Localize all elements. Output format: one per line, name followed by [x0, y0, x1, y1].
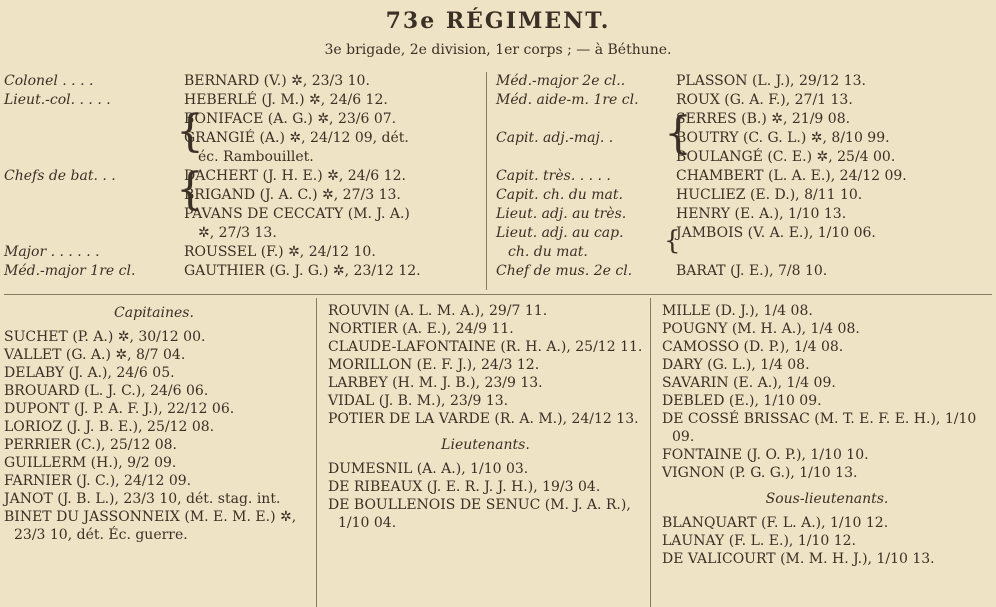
list-item: SAVARIN (E. A.), 1/4 09.: [662, 375, 836, 391]
list-item: LAUNAY (F. L. E.), 1/10 12.: [662, 533, 856, 549]
section-heading: Lieutenants.: [441, 437, 530, 453]
staff-value: JAMBOIS (V. A. E.), 1/10 06.: [676, 225, 876, 241]
staff-value: PAVANS DE CECCATY (M. J. A.): [184, 206, 410, 222]
staff-value: DACHERT (J. H. E.) ✲, 24/6 12.: [184, 168, 406, 184]
staff-role: Capit. très. . . . .: [496, 168, 611, 184]
staff-role: [4, 224, 184, 243]
list-item: POUGNY (M. H. A.), 1/4 08.: [662, 321, 860, 337]
staff-row: [496, 243, 996, 262]
staff-role: Colonel . . . .: [4, 73, 94, 89]
staff-row: [4, 224, 480, 243]
list-item: LARBEY (H. M. J. B.), 23/9 13.: [328, 375, 543, 391]
list-item: POTIER DE LA VARDE (R. A. M.), 24/12 13.: [328, 411, 639, 427]
list-item: DARY (G. L.), 1/4 08.: [662, 357, 810, 373]
staff-role: Major . . . . . .: [4, 244, 100, 260]
list-item: MILLE (D. J.), 1/4 08.: [662, 303, 813, 319]
staff-right: [496, 72, 996, 281]
staff-value: CHAMBERT (L. A. E.), 24/12 09.: [676, 168, 907, 184]
staff-row: [496, 205, 996, 224]
list-item: SUCHET (P. A.) ✲, 30/12 00.: [4, 329, 206, 345]
staff-row: [4, 110, 480, 129]
staff-left: [4, 72, 480, 281]
list-item: CLAUDE-LAFONTAINE (R. H. A.), 25/12 11.: [328, 339, 643, 355]
list-item: ROUVIN (A. L. M. A.), 29/7 11.: [328, 303, 548, 319]
section-heading: Capitaines.: [114, 305, 194, 321]
staff-row: [496, 91, 996, 110]
staff-row: [496, 186, 996, 205]
list-item: NORTIER (A. E.), 24/9 11.: [328, 321, 514, 337]
list-item: DE RIBEAUX (J. E. R. J. J. H.), 19/3 04.: [328, 479, 601, 495]
list-item: DEBLED (E.), 1/10 09.: [662, 393, 822, 409]
page-title: 73e RÉGIMENT.: [385, 8, 611, 34]
staff-row: [4, 186, 480, 205]
staff-row: [4, 243, 480, 262]
staff-value: BARAT (J. E.), 7/8 10.: [676, 263, 828, 279]
list-item: DE COSSÉ BRISSAC (M. T. E. F. E. H.), 1/10 09.: [662, 411, 977, 445]
staff-value: ROUSSEL (F.) ✲, 24/12 10.: [184, 244, 376, 260]
staff-role: [4, 186, 184, 205]
brace-right-1: {: [664, 108, 692, 159]
staff-value: HEBERLÉ (J. M.) ✲, 24/6 12.: [184, 92, 388, 108]
brace-left-1: {: [176, 106, 204, 157]
list-item: DELABY (J. A.), 24/6 05.: [4, 365, 175, 381]
staff-role: [4, 129, 184, 148]
staff-value: BONIFACE (A. G.) ✲, 23/6 07.: [184, 111, 397, 127]
staff-value: HENRY (E. A.), 1/10 13.: [676, 206, 847, 222]
list-item: BINET DU JASSONNEIX (M. E. M. E.) ✲, 23/3 10, dét. Éc. guerre.: [4, 509, 297, 543]
staff-row: [4, 91, 480, 110]
section-heading: Sous-lieutenants.: [765, 491, 889, 507]
list-item: VIGNON (P. G. G.), 1/10 13.: [662, 465, 858, 481]
staff-row: [4, 262, 480, 281]
staff-row: [496, 72, 996, 91]
list-item: FONTAINE (J. O. P.), 1/10 10.: [662, 447, 869, 463]
brace-left-2: {: [176, 164, 204, 215]
staff-role: [496, 148, 676, 167]
staff-role: Méd. aide-m. 1re cl.: [496, 92, 639, 108]
divider-vertical: [650, 298, 651, 607]
divider-vertical: [316, 298, 317, 607]
staff-row: [4, 148, 480, 167]
list-item: MORILLON (E. F. J.), 24/3 12.: [328, 357, 540, 373]
staff-role: Chef de mus. 2e cl.: [496, 263, 633, 279]
staff-role: [496, 110, 676, 129]
staff-value: BOULANGÉ (C. E.) ✲, 25/4 00.: [676, 149, 896, 165]
list-item: CAMOSSO (D. P.), 1/4 08.: [662, 339, 844, 355]
list-item: FARNIER (J. C.), 24/12 09.: [4, 473, 192, 489]
staff-value: éc. Rambouillet.: [198, 149, 314, 165]
staff-role: Lieut.-col. . . . .: [4, 92, 111, 108]
staff-row: [496, 110, 996, 129]
list-item: PERRIER (C.), 25/12 08.: [4, 437, 178, 453]
staff-role: [4, 110, 184, 129]
list-item: VIDAL (J. B. M.), 23/9 13.: [328, 393, 509, 409]
staff-row: [496, 224, 996, 243]
staff-row: [496, 148, 996, 167]
staff-value: GRANGIÉ (A.) ✲, 24/12 09, dét.: [184, 130, 409, 146]
page-subtitle: 3e brigade, 2e division, 1er corps ; — à Béthune.: [324, 42, 672, 58]
staff-row: [4, 205, 480, 224]
column-capitaines: [4, 302, 304, 544]
staff-value: ✲, 27/3 13.: [198, 225, 277, 241]
staff-value: ROUX (G. A. F.), 27/1 13.: [676, 92, 853, 108]
list-item: BLANQUART (F. L. A.), 1/10 12.: [662, 515, 889, 531]
staff-role: Capit. adj.-maj. .: [496, 130, 614, 146]
list-item: JANOT (J. B. L.), 23/3 10, dét. stag. int.: [4, 491, 281, 507]
staff-role: Lieut. adj. au cap.: [496, 225, 624, 241]
staff-row: [496, 167, 996, 186]
list-item: DUMESNIL (A. A.), 1/10 03.: [328, 461, 529, 477]
staff-role: [4, 205, 184, 224]
list-item: DE BOULLENOIS DE SENUC (M. J. A. R.), 1/10 04.: [328, 497, 631, 531]
column-lieutenants: [328, 302, 643, 532]
staff-value: SERRES (B.) ✲, 21/9 08.: [676, 111, 851, 127]
staff-role: Capit. ch. du mat.: [496, 187, 623, 203]
staff-row: [4, 167, 480, 186]
brace-right-2: {: [664, 226, 681, 256]
staff-value: BERNARD (V.) ✲, 23/3 10.: [184, 73, 370, 89]
staff-role: Chefs de bat. . .: [4, 168, 116, 184]
staff-row: [4, 129, 480, 148]
staff-value: HUCLIEZ (E. D.), 8/11 10.: [676, 187, 863, 203]
staff-value: BOUTRY (C. G. L.) ✲, 8/10 99.: [676, 130, 890, 146]
staff-row: [496, 262, 996, 281]
staff-row: [4, 72, 480, 91]
list-item: DE VALICOURT (M. M. H. J.), 1/10 13.: [662, 551, 935, 567]
staff-value: BRIGAND (J. A. C.) ✲, 27/3 13.: [184, 187, 401, 203]
staff-role: [4, 148, 184, 167]
staff-value: PLASSON (L. J.), 29/12 13.: [676, 73, 866, 89]
staff-role: Lieut. adj. au très.: [496, 206, 627, 222]
staff-role: Méd.-major 2e cl..: [496, 73, 626, 89]
list-item: GUILLERM (H.), 9/2 09.: [4, 455, 177, 471]
staff-value: GAUTHIER (G. J. G.) ✲, 23/12 12.: [184, 263, 421, 279]
divider-horizontal: [4, 294, 992, 295]
staff-role: ch. du mat.: [508, 244, 588, 260]
list-item: DUPONT (J. P. A. F. J.), 22/12 06.: [4, 401, 235, 417]
list-item: VALLET (G. A.) ✲, 8/7 04.: [4, 347, 186, 363]
staff-role: Méd.-major 1re cl.: [4, 263, 136, 279]
list-item: BROUARD (L. J. C.), 24/6 06.: [4, 383, 209, 399]
column-sous-lieutenants: [662, 302, 992, 568]
divider-vertical: [486, 72, 487, 290]
staff-row: [496, 129, 996, 148]
list-item: LORIOZ (J. J. B. E.), 25/12 08.: [4, 419, 215, 435]
